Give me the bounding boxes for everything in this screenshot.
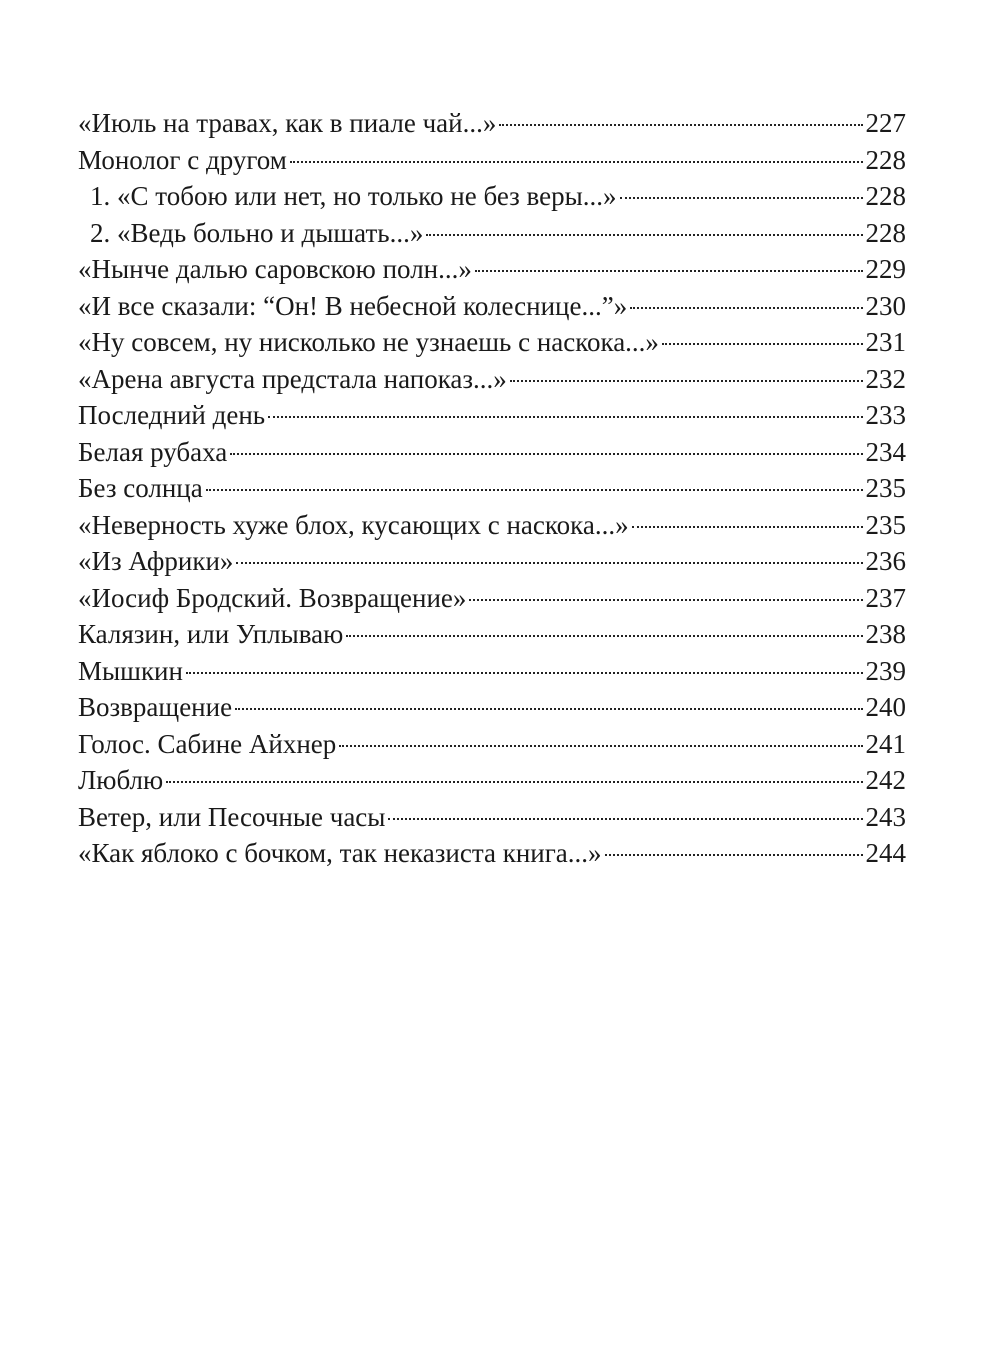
toc-entry-title: «Как яблоко с бочком, так неказиста книга...» xyxy=(78,838,602,868)
dot-leader xyxy=(290,161,863,163)
toc-entry-page-number: 235 xyxy=(865,473,906,503)
toc-entry-page-number: 232 xyxy=(865,363,906,394)
toc-entry xyxy=(78,361,906,398)
toc-entry-title: Люблю xyxy=(78,765,164,795)
dot-leader xyxy=(510,380,863,382)
dot-leader xyxy=(230,453,862,455)
toc-entry xyxy=(78,726,906,763)
toc-entry xyxy=(78,324,906,361)
dot-leader xyxy=(339,745,862,747)
toc-entry xyxy=(78,762,906,799)
dot-leader xyxy=(388,818,862,820)
toc-entry-page-number: 238 xyxy=(865,619,906,649)
toc-entry-page-number: 228 xyxy=(865,181,906,211)
dot-leader xyxy=(469,599,862,601)
toc-entry xyxy=(78,689,906,726)
dot-leader xyxy=(499,124,862,126)
toc-entry xyxy=(78,142,906,179)
toc-entry-page-number: 241 xyxy=(865,728,906,759)
dot-leader xyxy=(662,343,863,345)
dot-leader xyxy=(632,526,863,528)
toc-entry-page-number: 234 xyxy=(865,436,906,467)
toc-entry-title: «Из Африки» xyxy=(78,546,234,576)
dot-leader xyxy=(236,562,862,564)
toc-entry xyxy=(78,251,906,288)
toc-entry-title: 2. «Ведь больно и дышать...» xyxy=(90,217,424,248)
toc-entry xyxy=(78,397,906,434)
toc-entry xyxy=(78,470,906,507)
toc-entry-title: Монолог с другом xyxy=(78,144,287,175)
toc-entry xyxy=(78,580,906,617)
toc-entry xyxy=(78,105,906,142)
dot-leader xyxy=(605,854,863,856)
toc-entry xyxy=(78,799,906,836)
toc-entry-page-number: 240 xyxy=(865,692,906,722)
toc-entry-page-number: 236 xyxy=(865,546,906,576)
table-of-contents xyxy=(78,105,906,872)
dot-leader xyxy=(206,489,863,491)
dot-leader xyxy=(235,708,862,710)
dot-leader xyxy=(630,307,862,309)
toc-entry-page-number: 230 xyxy=(865,290,906,321)
toc-entry-title: «И все сказали: “Он! В небесной колеснице...”» xyxy=(78,290,628,321)
toc-entry-page-number: 237 xyxy=(865,582,906,613)
toc-entry-title: Возвращение xyxy=(78,692,233,722)
toc-entry-title: Ветер, или Песочные часы xyxy=(78,801,386,832)
dot-leader xyxy=(346,635,862,637)
toc-entry-title: «Иосиф Бродский. Возвращение» xyxy=(78,582,467,613)
toc-entry-title: «Июль на травах, как в пиале чай...» xyxy=(78,108,497,138)
toc-entry-page-number: 242 xyxy=(865,765,906,795)
toc-entry-page-number: 229 xyxy=(865,254,906,284)
dot-leader xyxy=(186,672,863,674)
toc-entry-page-number: 228 xyxy=(865,144,906,175)
toc-entry-title: Белая рубаха xyxy=(78,436,228,467)
toc-entry-page-number: 244 xyxy=(865,838,906,868)
dot-leader xyxy=(268,416,862,418)
toc-entry-title: «Ну совсем, ну нисколько не узнаешь с наскока...» xyxy=(78,327,659,357)
toc-entry xyxy=(78,653,906,690)
toc-entry-page-number: 227 xyxy=(865,108,906,138)
toc-entry-page-number: 233 xyxy=(865,400,906,430)
toc-entry-title: «Нынче далью саровскою полн...» xyxy=(78,254,472,284)
toc-entry xyxy=(78,215,906,252)
dot-leader xyxy=(166,781,862,783)
toc-entry-title: Последний день xyxy=(78,400,266,430)
dot-leader xyxy=(426,234,862,236)
toc-entry-title: Голос. Сабине Айхнер xyxy=(78,728,337,759)
toc-entry-title: «Арена августа предстала напоказ...» xyxy=(78,363,507,394)
toc-entry xyxy=(78,288,906,325)
dot-leader xyxy=(620,197,863,199)
toc-entry xyxy=(78,543,906,580)
toc-entry-page-number: 231 xyxy=(865,327,906,357)
toc-entry-title: 1. «С тобою или нет, но только не без веры...» xyxy=(90,181,617,211)
toc-entry xyxy=(78,616,906,653)
toc-entry-title: Мышкин xyxy=(78,655,183,686)
toc-entry-page-number: 243 xyxy=(865,801,906,832)
toc-entry-page-number: 228 xyxy=(865,217,906,248)
toc-entry xyxy=(78,507,906,544)
dot-leader xyxy=(475,270,863,272)
toc-entry-title: Без солнца xyxy=(78,473,203,503)
toc-entry-page-number: 239 xyxy=(865,655,906,686)
toc-entry-page-number: 235 xyxy=(865,509,906,540)
toc-entry-title: Калязин, или Уплываю xyxy=(78,619,344,649)
toc-entry xyxy=(78,835,906,872)
toc-entry xyxy=(78,178,906,215)
toc-entry-title: «Неверность хуже блох, кусающих с наскока...» xyxy=(78,509,629,540)
toc-entry xyxy=(78,434,906,471)
